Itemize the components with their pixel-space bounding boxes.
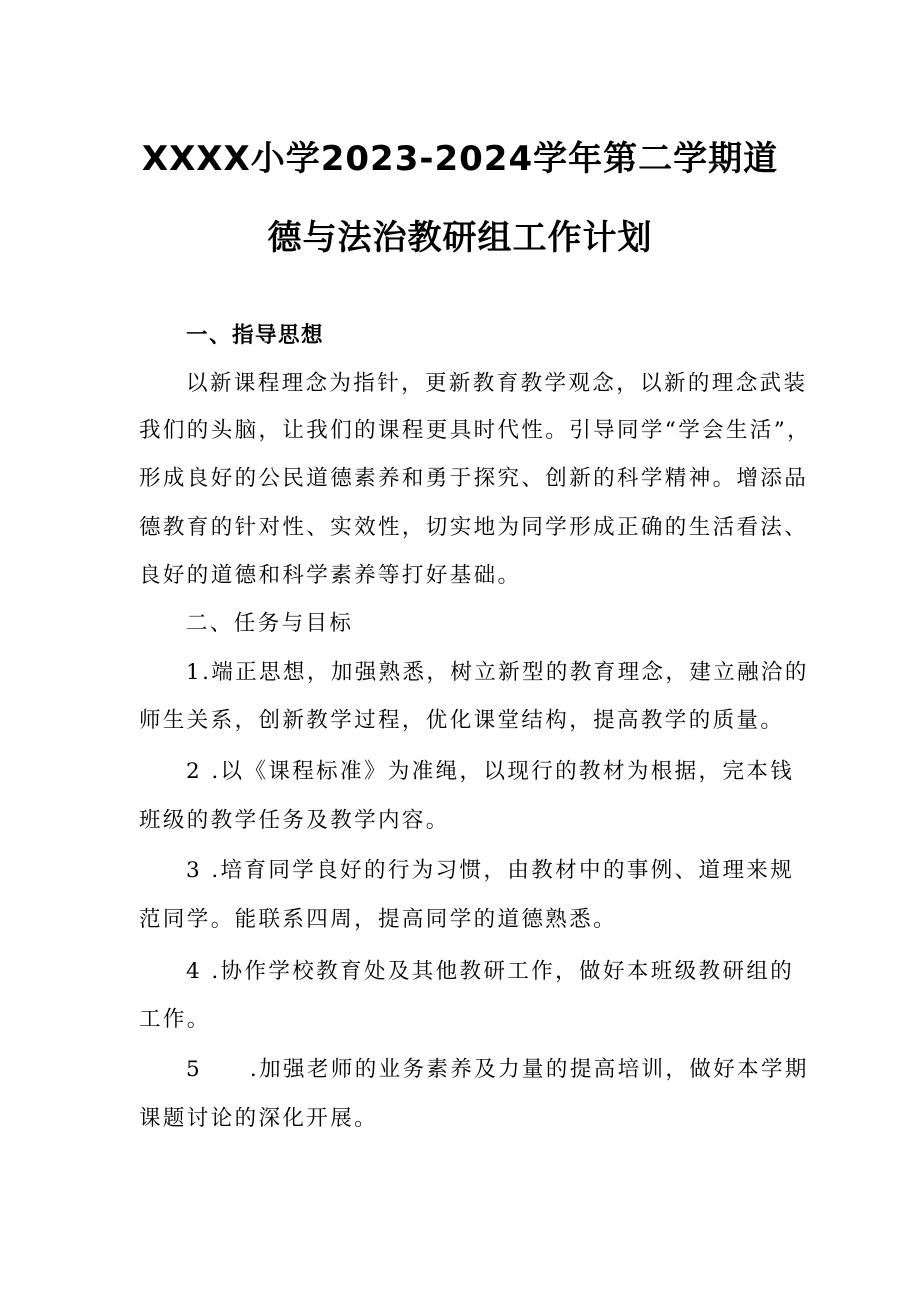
paragraph-line: 形成良好的公民道德素养和勇于探究、创新的科学精神。增添品 (139, 466, 809, 491)
list-item-line: 1.端正思想，加强熟悉，树立新型的教育理念，建立融洽的 (186, 660, 809, 685)
list-item-line: 课题讨论的深化开展。 (139, 1106, 379, 1131)
document-title-line-2: 德与法治教研组工作计划 (267, 218, 653, 258)
list-item-line: 工作。 (139, 1007, 211, 1032)
paragraph-line: 我们的头脑，让我们的课程更具时代性。引导同学“学会生活”， (139, 418, 812, 443)
list-item-line: 4 .协作学校教育处及其他教研工作，做好本班级教研组的 (186, 959, 795, 984)
list-item-line: 5 .加强老师的业务素养及力量的提高培训，做好本学期 (186, 1057, 809, 1082)
paragraph-line: 良好的道德和科学素养等打好基础。 (139, 563, 522, 588)
section-heading-guiding-ideology: 一、指导思想 (186, 323, 325, 348)
list-item-line: 3 .培育同学良好的行为习惯，由教材中的事例、道理来规 (186, 858, 795, 883)
paragraph-line: 德教育的针对性、实效性，切实地为同学形成正确的生活看法、 (139, 515, 809, 540)
list-item-line: 范同学。能联系四周，提高同学的道德熟悉。 (139, 907, 618, 932)
paragraph-line: 以新课程理念为指针，更新教育教学观念，以新的理念武装 (186, 371, 808, 396)
list-item-line: 班级的教学任务及教学内容。 (139, 808, 450, 833)
list-item-line: 2 .以《课程标准》为准绳，以现行的教材为根据，完本钱 (186, 759, 795, 784)
section-heading-tasks-goals: 二、任务与目标 (186, 611, 354, 636)
list-item-line: 师生关系，创新教学过程，优化课堂结构，提高教学的质量。 (139, 708, 785, 733)
document-title-line-1: XXXX小学2023-2024学年第二学期道 (141, 139, 779, 179)
